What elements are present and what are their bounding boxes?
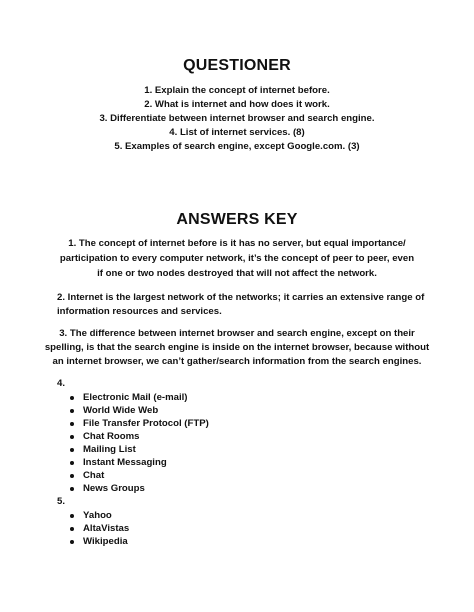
list-item: World Wide Web [67,404,209,417]
list-item: AltaVistas [67,522,129,535]
answers-key-title: ANSWERS KEY [176,211,298,228]
question-5: 5. Examples of search engine, except Google.com. (3) [114,141,360,152]
question-4: 4. List of internet services. (8) [169,127,305,138]
answer-2-line: 2. Internet is the largest network of the networks; it carries an extensive range of [57,292,425,303]
answer-5-number: 5. [57,496,66,507]
list-item: Mailing List [67,443,209,456]
answer-1-line: 1. The concept of internet before is it has no server, but equal importance/ [68,238,406,249]
answer-3-line: spelling, is that the search engine is inside on the internet browser, because without [44,342,430,353]
list-item: Chat Rooms [67,430,209,443]
question-1: 1. Explain the concept of internet before. [144,85,330,96]
answer-1-line: if one or two nodes destroyed that will not affect the network. [97,268,377,279]
answer-3-line: an internet browser, we can’t gather/search information from the search engines. [52,356,422,367]
answer-2-line: information resources and services. [57,306,222,317]
question-3: 3. Differentiate between internet browser and search engine. [99,113,375,124]
answer-1-line: participation to every computer network, it’s the concept of peer to peer, even [59,253,415,264]
answer-4-number: 4. [57,378,66,389]
internet-services-list [67,391,209,495]
list-item: Chat [67,469,209,482]
list-item: News Groups [67,482,209,495]
question-2: 2. What is internet and how does it work. [144,99,330,110]
answer-3-line: 3. The difference between internet browser and search engine, except on their [59,328,415,339]
list-item: Electronic Mail (e-mail) [67,391,209,404]
list-item: Instant Messaging [67,456,209,469]
search-engines-list [67,509,129,548]
questioner-title: QUESTIONER [183,57,291,74]
list-item: File Transfer Protocol (FTP) [67,417,209,430]
list-item: Wikipedia [67,535,129,548]
list-item: Yahoo [67,509,129,522]
